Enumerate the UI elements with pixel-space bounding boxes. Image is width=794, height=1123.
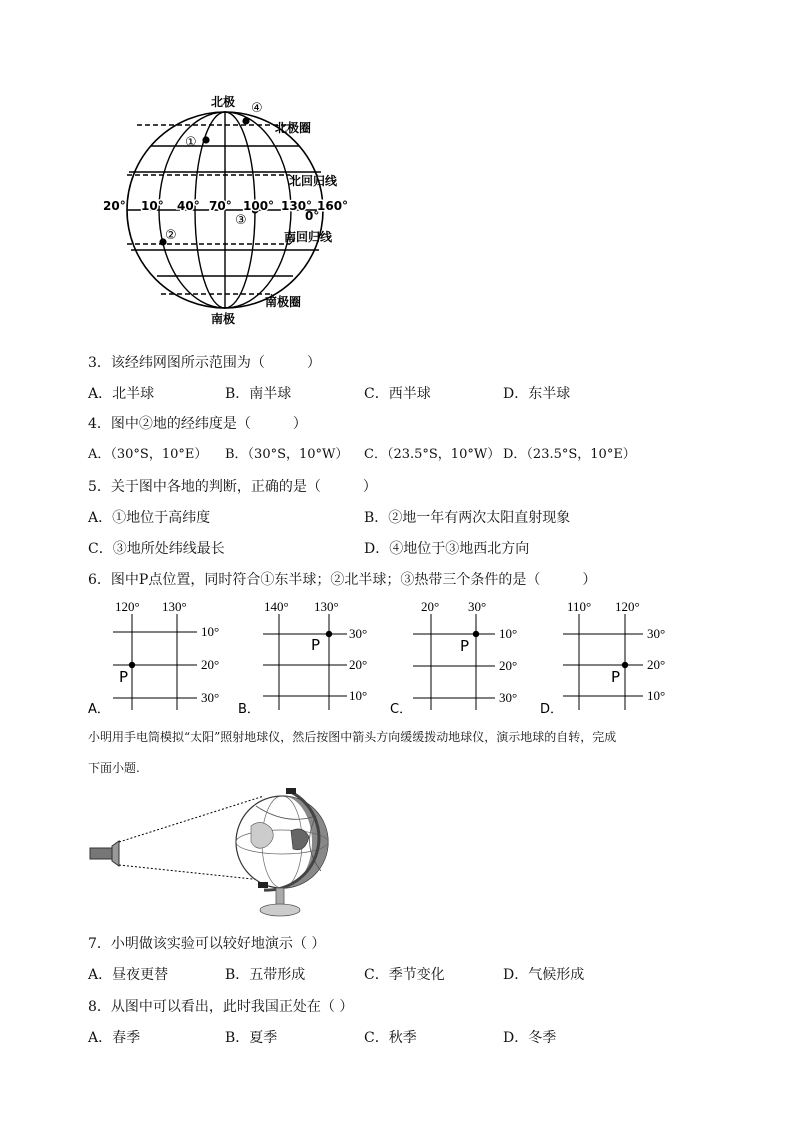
flashlight-icon	[90, 848, 112, 859]
south-pole-label: 南极	[211, 312, 236, 326]
grid-top-label: 130°	[162, 599, 187, 614]
q6-option-a-letter: A．	[88, 702, 110, 717]
q5-option-d[interactable]: D．④地位于③地西北方向	[364, 541, 530, 557]
q6-option-d-letter: D．	[540, 702, 564, 717]
meridian-label: 10°	[141, 199, 164, 213]
p-point-label: P	[611, 668, 621, 686]
meridian-label: 20°	[103, 199, 126, 213]
question-8-stem: 8．从图中可以看出，此时我国正处在（ ）	[88, 999, 354, 1015]
grid-right-label: 20°	[499, 658, 518, 673]
q3-option-c[interactable]: C．西半球	[364, 386, 431, 402]
q7-option-c[interactable]: C．季节变化	[364, 967, 445, 983]
grid-right-label: 10°	[499, 626, 518, 641]
q4-option-d[interactable]: D．（23.5°S，10°E）	[503, 447, 636, 462]
q8-option-d[interactable]: D．冬季	[503, 1030, 557, 1046]
intro-line-2: 下面小题.	[88, 761, 140, 775]
question-4-stem: 4．图中②地的经纬度是（ ）	[88, 416, 307, 432]
grid-right-label: 30°	[349, 626, 368, 641]
meridian-label: 100°	[243, 199, 275, 213]
question-6-stem: 6．图中P点位置，同时符合①东半球；②北半球；③热带三个条件的是（ ）	[88, 572, 597, 588]
q3-option-d[interactable]: D．东半球	[503, 386, 571, 402]
grid-right-label: 30°	[499, 690, 518, 705]
q6-option-b-letter: B．	[238, 702, 260, 717]
q3-option-a[interactable]: A．北半球	[88, 386, 155, 402]
grid-top-label: 120°	[115, 599, 140, 614]
point-4-label: ④	[251, 101, 263, 116]
question-5-stem: 5．关于图中各地的判断，正确的是（ ）	[88, 479, 377, 495]
grid-right-label: 30°	[201, 690, 220, 705]
meridian-label: 160°	[317, 199, 349, 213]
grid-top-label: 20°	[421, 599, 440, 614]
q5-option-c[interactable]: C．③地所处纬线最长	[88, 541, 225, 557]
question-3-stem: 3．该经纬网图所示范围为（ ）	[88, 355, 321, 371]
grid-right-label: 30°	[647, 626, 666, 641]
p-point-label: P	[119, 668, 129, 686]
q7-option-a[interactable]: A．昼夜更替	[88, 967, 169, 983]
q4-option-c[interactable]: C．（23.5°S，10°W）	[364, 447, 501, 462]
q5-option-a[interactable]: A．①地位于高纬度	[88, 510, 211, 526]
point-2-label: ②	[165, 228, 177, 243]
q4-option-b[interactable]: B．（30°S，10°W）	[225, 447, 349, 462]
q6-grid-d	[537, 598, 687, 718]
tropic-cancer-label: 北回归线	[289, 174, 338, 188]
antarctic-circle-label: 南极圈	[265, 295, 302, 309]
point-4-dot	[242, 117, 249, 124]
meridian-label: 40°	[177, 199, 200, 213]
north-pole-label: 北极	[211, 95, 236, 109]
flashlight-globe-figure	[86, 786, 346, 920]
arctic-circle-label: 北极圈	[275, 121, 312, 135]
q6-option-c-letter: C．	[390, 702, 413, 717]
grid-top-label: 120°	[615, 599, 640, 614]
point-1-label: ①	[185, 135, 197, 150]
meridian-label: 70°	[209, 199, 232, 213]
grid-top-label: 30°	[468, 599, 487, 614]
q8-option-b[interactable]: B．夏季	[225, 1030, 278, 1046]
grid-right-label: 10°	[349, 688, 368, 703]
q6-grid-b	[235, 598, 385, 718]
tropic-capricorn-label: 南回归线	[284, 230, 333, 244]
grid-right-label: 20°	[647, 657, 666, 672]
meridian-label: 130°	[281, 199, 313, 213]
grid-right-label: 20°	[201, 657, 220, 672]
q6-grid-a	[85, 598, 235, 718]
p-point-label: P	[460, 637, 470, 655]
q7-option-b[interactable]: B．五带形成	[225, 967, 306, 983]
q3-option-b[interactable]: B．南半球	[225, 386, 292, 402]
grid-top-label: 140°	[264, 599, 289, 614]
q6-grid-c	[387, 598, 537, 718]
globe-graticule-figure	[95, 88, 365, 328]
grid-right-label: 10°	[201, 624, 220, 639]
q4-option-a[interactable]: A．（30°S，10°E）	[88, 447, 208, 462]
intro-line-1: 小明用手电筒模拟“太阳”照射地球仪，然后按图中箭头方向缓缓拨动地球仪，演示地球的自转，完成	[88, 730, 617, 744]
q7-option-d[interactable]: D．气候形成	[503, 967, 585, 983]
equator-label: 0°	[305, 209, 320, 223]
grid-right-label: 20°	[349, 657, 368, 672]
q8-option-c[interactable]: C．秋季	[364, 1030, 417, 1046]
q5-option-b[interactable]: B．②地一年有两次太阳直射现象	[364, 510, 571, 526]
grid-top-label: 130°	[314, 599, 339, 614]
grid-top-label: 110°	[567, 599, 592, 614]
p-point-label: P	[311, 636, 321, 654]
point-3-label: ③	[235, 213, 247, 228]
question-7-stem: 7．小明做该实验可以较好地演示（ ）	[88, 936, 326, 952]
point-1-dot	[202, 136, 209, 143]
grid-right-label: 10°	[647, 688, 666, 703]
q8-option-a[interactable]: A．春季	[88, 1030, 141, 1046]
